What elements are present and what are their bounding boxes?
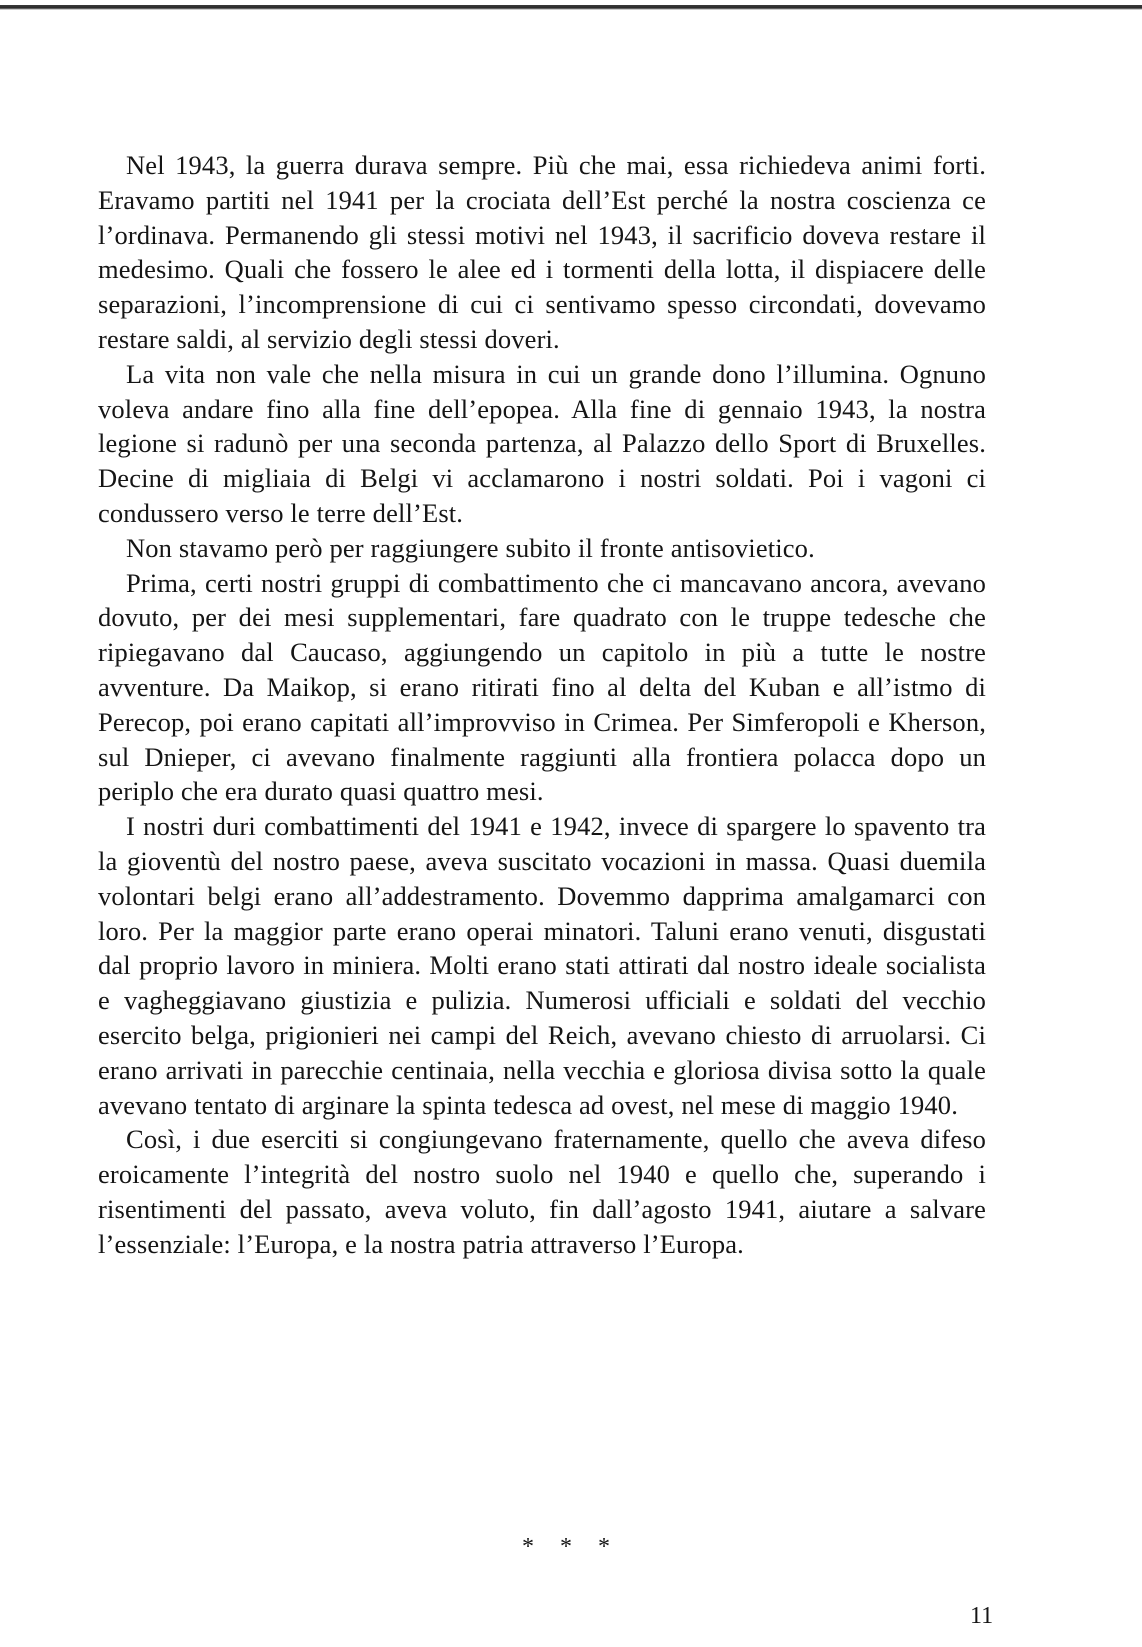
paragraph-2: La vita non vale che nella misura in cui un grande dono l’illumina. Ognuno voleva andare fino alla fine dell’epopea. Alla fine di gennaio 1943, la nostra legione si radunò per una seconda partenza, al Palazzo dello Sport di Bruxelles. Decine di migliaia di Belgi vi acclamarono i nostri soldati. Poi i vagoni ci condussero verso le terre dell’Est.	[98, 358, 986, 528]
top-scan-rule	[0, 0, 1142, 10]
body-text	[98, 148, 986, 1262]
paragraph-3: Non stavamo però per raggiungere subito il fronte antisovietico.	[126, 532, 815, 563]
paragraph-6: Così, i due eserciti si congiungevano fraternamente, quello che aveva difeso eroicamente l’integrità del nostro suolo nel 1940 e quello che, superando i risentimenti del passato, aveva voluto, fin dall’agosto 1941, aiutare a salvare l’essenziale: l’Europa, e la nostra patria attraverso l’Europa.	[98, 1124, 986, 1259]
page-number: 11	[970, 1603, 994, 1629]
paragraph-1: Nel 1943, la guerra durava sempre. Più che mai, essa richiedeva animi forti. Eravamo partiti nel 1941 per la crociata dell’Est perché la nostra coscienza ce l’ordinava. Permanendo gli stessi motivi nel 1943, il sacrificio doveva restare il medesimo. Quali che fossero le alee ed i tormenti della lotta, il dispiacere delle separazioni, l’incomprensione di cui ci sentivamo spesso circondati, dovevamo restare saldi, al servizio degli stessi doveri.	[98, 150, 986, 354]
section-break: * * *	[522, 1534, 620, 1560]
paragraph-5: I nostri duri combattimenti del 1941 e 1942, invece di spargere lo spavento tra la gioventù del nostro paese, aveva suscitato vocazioni in massa. Quasi duemila volontari belgi erano all’addestramento. Dovemmo dapprima amalgamarci con loro. Per la maggior parte erano operai minatori. Taluni erano venuti, disgustati dal proprio lavoro in miniera. Molti erano stati attirati dal nostro ideale socialista e vagheggiavano giustizia e pulizia. Numerosi ufficiali e soldati del vecchio esercito belga, prigionieri nei campi del Reich, avevano chiesto di arruolarsi. Ci erano arrivati in parecchie centinaia, nella vecchia e gloriosa divisa sotto la quale avevano tentato di arginare la spinta tedesca ad ovest, nel mese di maggio 1940.	[98, 811, 986, 1120]
paragraph-4: Prima, certi nostri gruppi di combattimento che ci mancavano ancora, avevano dovuto, per dei mesi supplementari, fare quadrato con le truppe tedesche che ripiegavano dal Caucaso, aggiungendo un capitolo in più a tutte le nostre avventure. Da Maikop, si erano ritirati fino al delta del Kuban e all’istmo di Perecop, poi erano capitati all’improvviso in Crimea. Per Simferopoli e Kherson, sul Dnieper, ci avevano finalmente raggiunti alla frontiera polacca dopo un periplo che era durato quasi quattro mesi.	[98, 567, 986, 807]
